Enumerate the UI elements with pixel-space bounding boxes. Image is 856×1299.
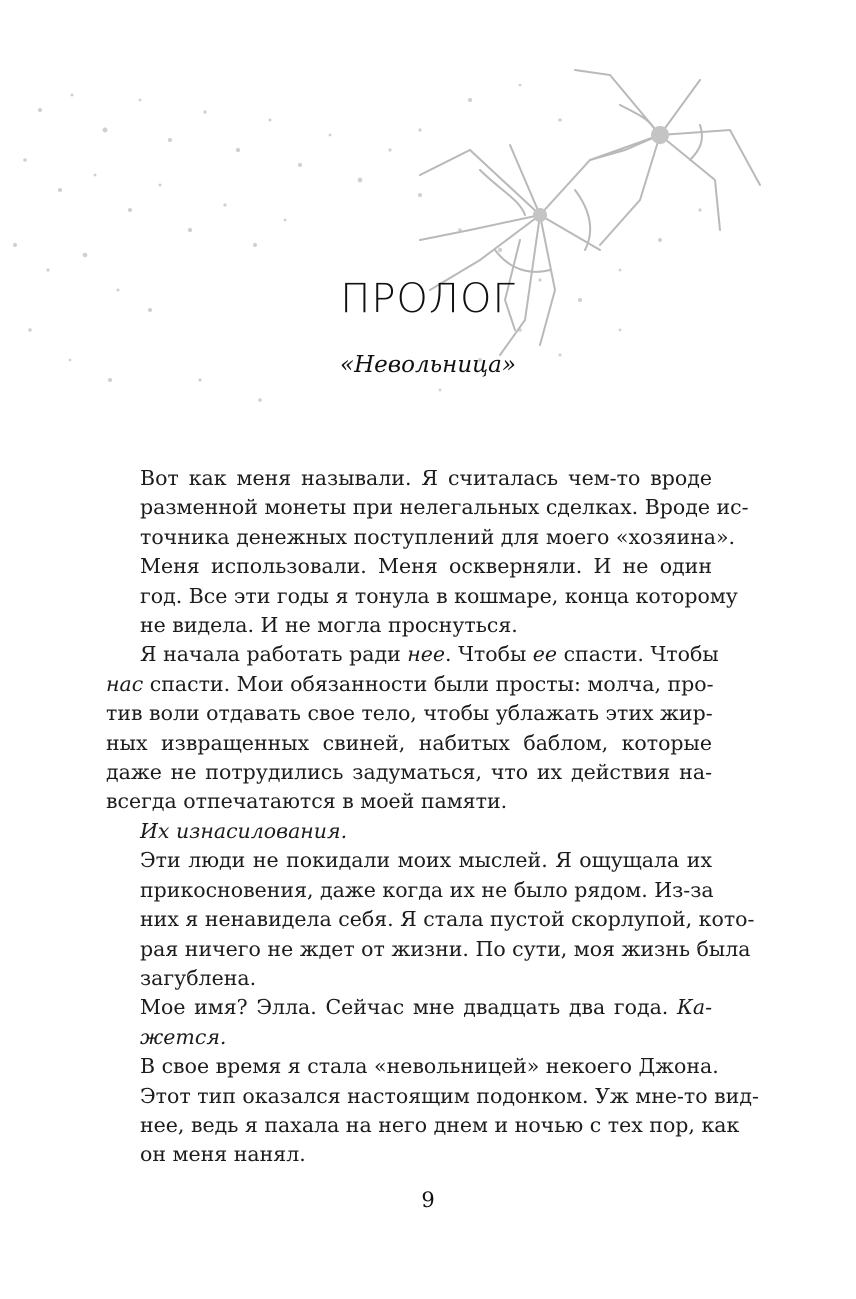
emphasis: Ка-	[676, 995, 712, 1020]
text-line: В свое время я стала «невольницей» некоего Джона.	[140, 1054, 719, 1079]
paragraph	[106, 464, 749, 552]
text-run: спасти. Чтобы	[557, 642, 719, 667]
text-line	[106, 640, 719, 669]
text-line: не видела. И не могла проснуться.	[140, 613, 518, 638]
text-line: всегда отпечатаются в моей памяти.	[106, 789, 508, 814]
text-line: нее, ведь я пахала на него днем и ночью с тех пор, как	[140, 1112, 740, 1137]
text-line: даже не потрудились задуматься, что их действия на-	[106, 760, 712, 785]
paragraph	[106, 817, 712, 846]
text-line: Эти люди не покидали моих мыслей. Я ощущала их	[140, 848, 712, 873]
text-line: прикосновения, даже когда их не было рядом. Из-за	[140, 877, 714, 902]
text-run: спасти. Мои обязанности были просты: молча, про-	[143, 671, 714, 696]
text-line	[106, 670, 712, 699]
emphasis: Их изнасилования.	[140, 818, 348, 843]
text-run: Мое имя? Элла. Сейчас мне двадцать два года.	[140, 995, 677, 1020]
chapter-subtitle: «Невольница»	[340, 352, 516, 378]
emphasis: ее	[532, 642, 558, 667]
text-line: них я ненавидела себя. Я стала пустой скорлупой, кото-	[140, 907, 755, 932]
text-line: Меня использовали. Меня оскверняли. И не один	[140, 554, 712, 579]
text-run: Я начала работать ради	[140, 642, 408, 667]
paragraph	[106, 846, 755, 993]
text-line: тив воли отдавать свое тело, чтобы ублажать этих жир-	[106, 701, 713, 726]
text-run: . Чтобы	[445, 642, 533, 667]
text-line: рая ничего не ждет от жизни. По сути, моя жизнь была	[140, 936, 751, 961]
text-line: Этот тип оказался настоящим подонком. Уж мне-то вид-	[140, 1083, 759, 1108]
body-text	[106, 464, 759, 1170]
text-line: он меня нанял.	[140, 1142, 306, 1167]
paragraph	[106, 993, 712, 1052]
text-line: загублена.	[140, 965, 257, 990]
text-line: ных извращенных свиней, набитых баблом, которые	[106, 730, 712, 755]
text-line: точника денежных поступлений для моего «хозяина».	[140, 524, 736, 549]
text-line: Вот как меня называли. Я считалась чем-то вроде	[140, 466, 712, 490]
page-number: 9	[421, 1188, 435, 1212]
emphasis: нее	[407, 642, 446, 667]
paragraph	[106, 640, 719, 816]
chapter-title: ПРОЛОГ	[340, 276, 516, 322]
emphasis: жется.	[140, 1024, 227, 1049]
shattered-glass-illustration	[0, 0, 856, 480]
emphasis: нас	[106, 671, 144, 696]
text-line: год. Все эти годы я тонула в кошмаре, конца которому	[140, 583, 738, 608]
paragraph	[106, 1052, 759, 1170]
text-line: разменной монеты при нелегальных сделках. Вроде ис-	[140, 495, 749, 520]
paragraph	[106, 552, 738, 640]
text-line	[106, 993, 712, 1022]
